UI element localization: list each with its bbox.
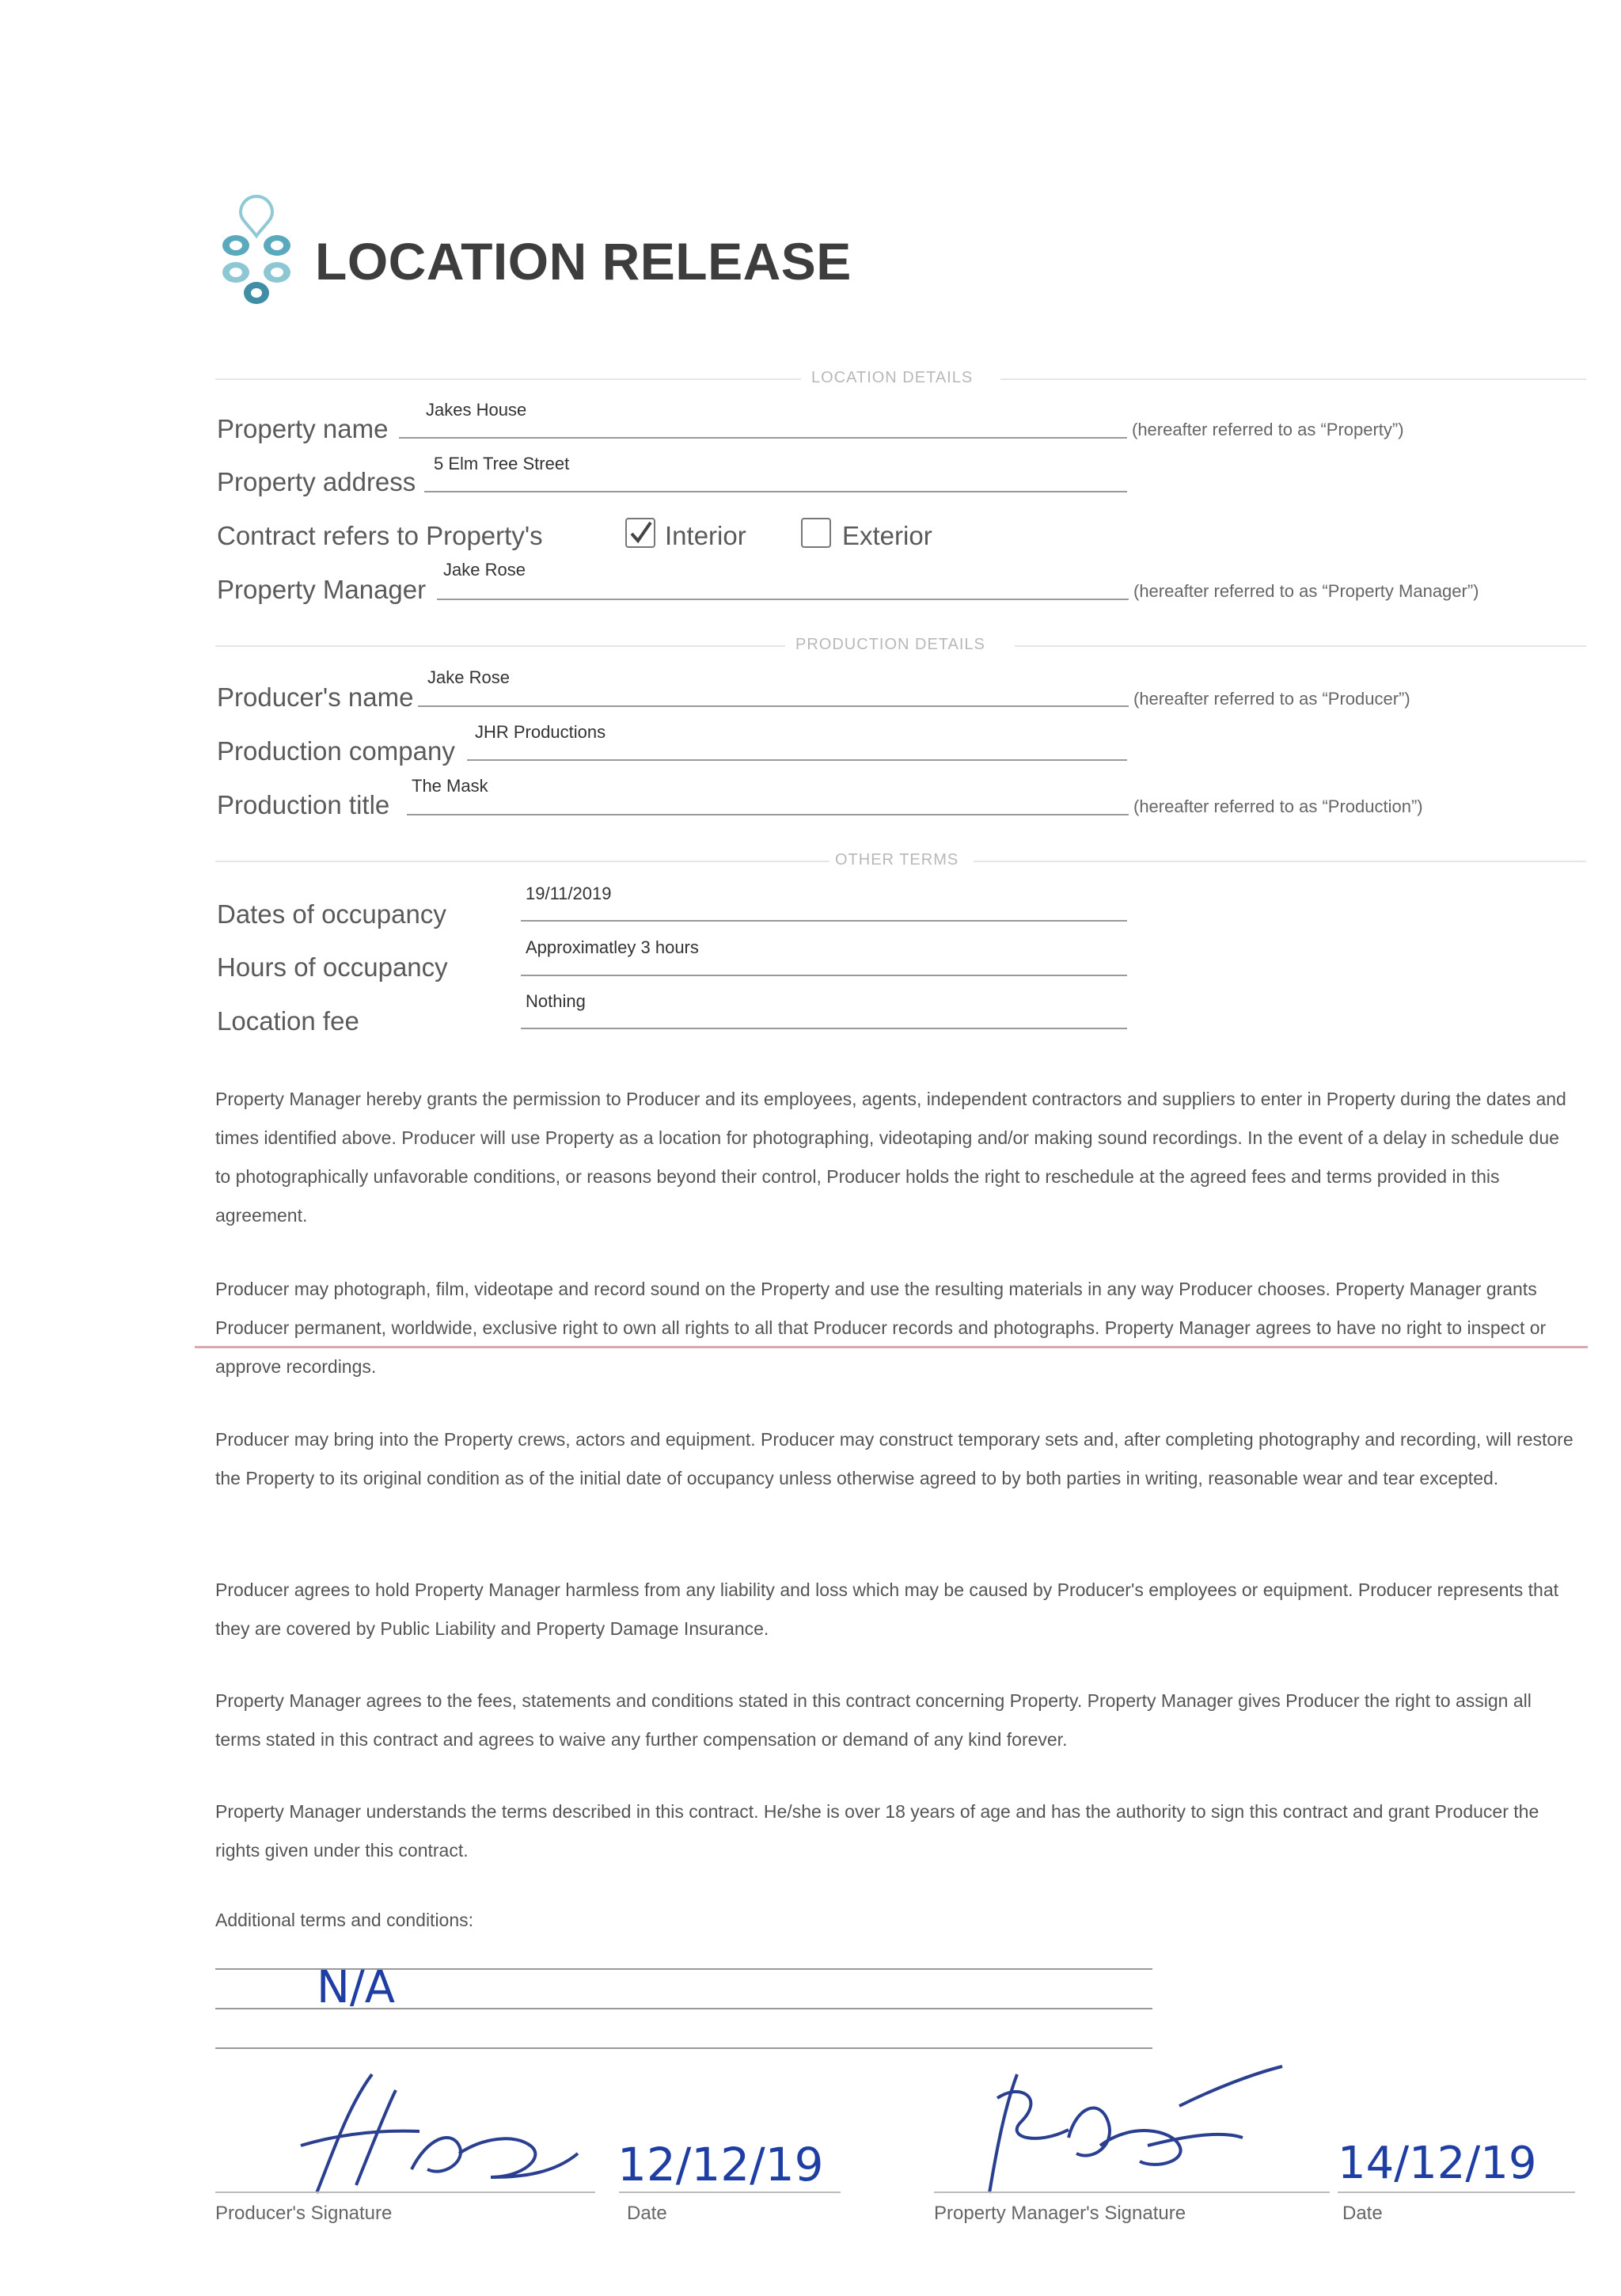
property-address-label: Property address bbox=[217, 467, 416, 496]
dates-of-occupancy-label: Dates of occupancy bbox=[217, 899, 446, 929]
terms-paragraph: Producer may photograph, film, videotape and record sound on the Property and use the resulting materials in any way Producer chooses. Property Manager grants Producer permanent, worldwide, exclusive right to own all rights to all that Producer records and photographs. Property Manager agrees to have no right to inspect or approve recordings. bbox=[215, 1279, 1547, 1377]
exterior-checkbox[interactable] bbox=[801, 518, 831, 548]
property-name-label: Property name bbox=[217, 414, 389, 443]
producer-signature-image bbox=[269, 2058, 586, 2201]
dates-of-occupancy-value: 19/11/2019 bbox=[526, 884, 612, 903]
producer-signature-date: 12/12/19 bbox=[617, 2138, 824, 2191]
section-location-details: LOCATION DETAILS bbox=[811, 369, 974, 386]
production-title-value: The Mask bbox=[412, 776, 488, 796]
production-title-note: (hereafter referred to as “Production”) bbox=[1133, 796, 1423, 816]
producer-name-label: Producer's name bbox=[217, 682, 414, 712]
terms-paragraph: Property Manager hereby grants the permission to Producer and its employees, agents, independent contractors and suppliers to enter in Property during the dates and times identified above. Producer will use Property as a location for photographing, videotaping and/or making sound recordings. In the event of a delay in schedule due to photographically unfavorable conditions, or reasons beyond their control, Producer holds the right to reschedule at the agreed fees and terms provided in this agreement. bbox=[215, 1089, 1566, 1226]
production-company-value: JHR Productions bbox=[475, 722, 606, 742]
additional-terms-label: Additional terms and conditions: bbox=[215, 1910, 474, 1930]
contract-refers-label: Contract refers to Property's bbox=[217, 521, 543, 550]
property-manager-note: (hereafter referred to as “Property Manager”) bbox=[1133, 581, 1479, 601]
terms-paragraph: Property Manager agrees to the fees, statements and conditions stated in this contract concerning Property. Property Manager gives Producer the right to assign all terms stated in this contract and agrees to waive any further compensation or demand of any kind forever. bbox=[215, 1690, 1532, 1750]
producer-name-value: Jake Rose bbox=[427, 667, 510, 687]
property-address-value: 5 Elm Tree Street bbox=[434, 454, 570, 473]
hours-of-occupancy-label: Hours of occupancy bbox=[217, 952, 448, 982]
property-manager-value: Jake Rose bbox=[443, 560, 526, 580]
production-title-label: Production title bbox=[217, 790, 390, 819]
terms-paragraph: Producer may bring into the Property crews, actors and equipment. Producer may construct temporary sets and, after completing photography and recording, will restore the Property to its original condition as of the initial date of occupancy unless otherwise agreed to by both parties in writing, reasonable wear and tear excepted. bbox=[215, 1429, 1574, 1488]
document-title: LOCATION RELEASE bbox=[315, 232, 852, 291]
exterior-label: Exterior bbox=[842, 521, 932, 550]
production-company-label: Production company bbox=[217, 736, 455, 766]
interior-label: Interior bbox=[665, 521, 746, 550]
additional-terms-handwritten: N/A bbox=[317, 1962, 396, 2013]
terms-paragraph: Property Manager understands the terms described in this contract. He/she is over 18 years of age and has the authority to sign this contract and grant Producer the rights given under this contract. bbox=[215, 1801, 1539, 1861]
section-production-details: PRODUCTION DETAILS bbox=[795, 636, 985, 653]
terms-paragraph: Producer agrees to hold Property Manager harmless from any liability and loss which may be caused by Producer's employees or equipment. Producer represents that they are covered by Public Liability and Property Damage Insurance. bbox=[215, 1579, 1559, 1639]
section-other-terms: OTHER TERMS bbox=[835, 851, 959, 869]
producer-signature-label: Producer's Signature bbox=[215, 2203, 393, 2224]
property-name-note: (hereafter referred to as “Property”) bbox=[1132, 420, 1404, 439]
location-fee-value: Nothing bbox=[526, 991, 586, 1011]
hours-of-occupancy-value: Approximatley 3 hours bbox=[526, 937, 699, 957]
flower-logo-icon bbox=[212, 193, 301, 306]
property-manager-signature-image bbox=[942, 2051, 1290, 2201]
property-manager-signature-date: 14/12/19 bbox=[1338, 2138, 1537, 2189]
producer-date-label: Date bbox=[627, 2203, 667, 2224]
property-manager-date-label: Date bbox=[1342, 2203, 1383, 2224]
property-manager-label: Property Manager bbox=[217, 575, 427, 604]
property-manager-signature-label: Property Manager's Signature bbox=[934, 2203, 1186, 2224]
interior-checkbox[interactable] bbox=[625, 518, 655, 548]
property-name-value: Jakes House bbox=[426, 400, 527, 420]
location-fee-label: Location fee bbox=[217, 1006, 359, 1036]
producer-name-note: (hereafter referred to as “Producer”) bbox=[1133, 689, 1410, 709]
checkmark-icon bbox=[627, 519, 654, 546]
